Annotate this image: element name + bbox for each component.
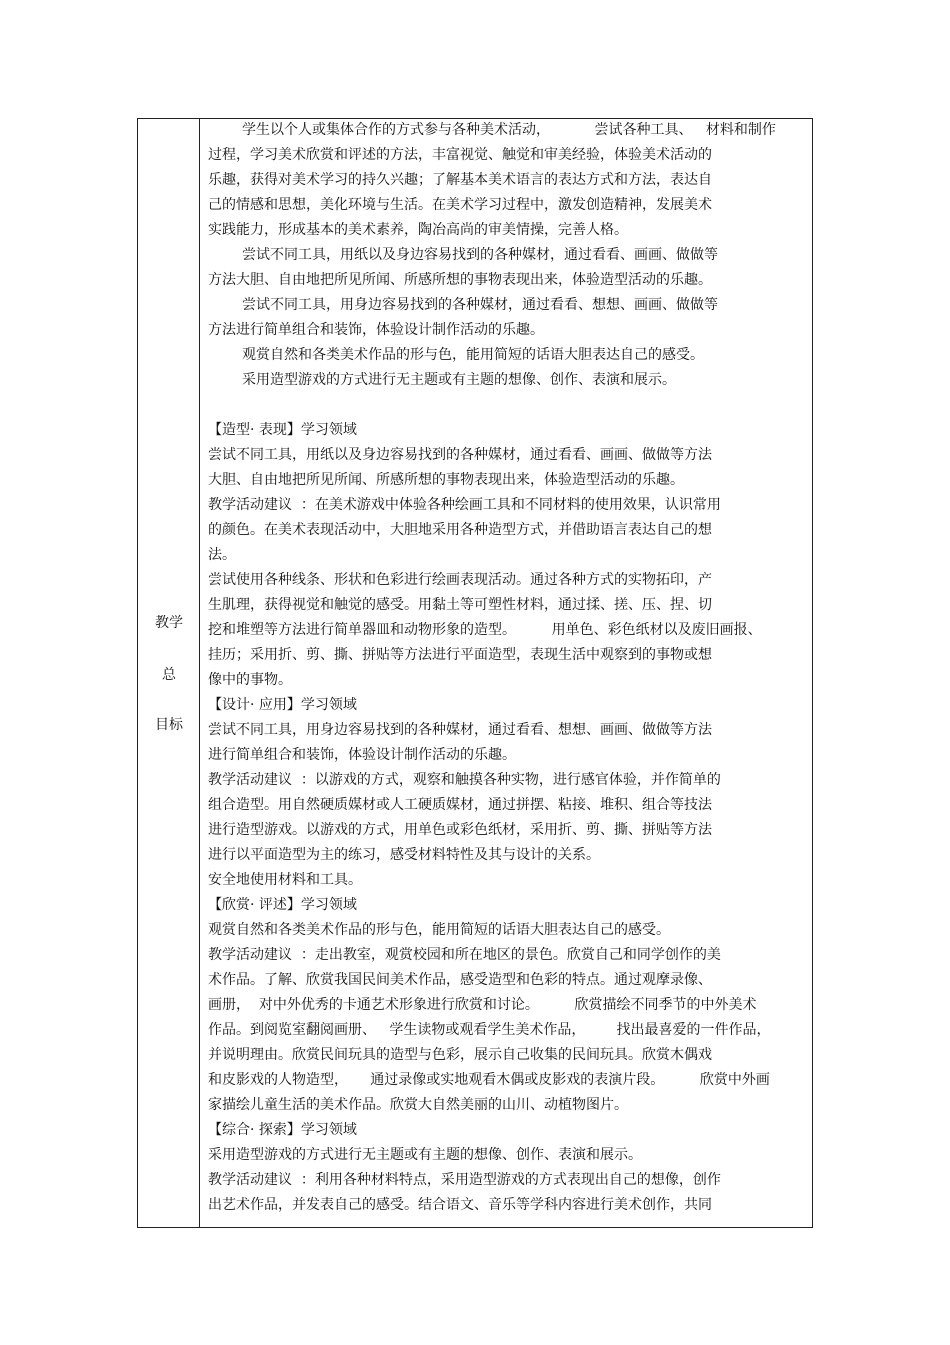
paragraph-line: 生肌理，获得视觉和触觉的感受。用黏土等可塑性材料，通过揉、搓、压、捏、切 [208, 597, 712, 613]
paragraph-line: 教学活动建议 ：在美术游戏中体验各种绘画工具和不同材料的使用效果，认识常用 [208, 497, 721, 513]
paragraph-line: 采用造型游戏的方式进行无主题或有主题的想像、创作、表演和展示。 [242, 372, 676, 388]
section-heading: 【欣赏· 评述】学习领域 [208, 897, 357, 913]
paragraph-line: 挖和堆塑等方法进行简单器皿和动物形象的造型。 用单色、彩色纸材以及废旧画报、 [208, 622, 762, 638]
paragraph-line: 实践能力，形成基本的美术素养，陶冶高尚的审美情操，完善人格。 [208, 222, 628, 238]
paragraph-line: 的颜色。在美术表现活动中，大胆地采用各种造型方式，并借助语言表达自己的想 [208, 522, 712, 538]
section-heading: 【设计· 应用】学习领域 [208, 697, 357, 713]
row-label-line-2: 总 [162, 667, 176, 683]
section-heading: 【造型· 表现】学习领域 [208, 422, 357, 438]
objectives-table [137, 118, 813, 1228]
paragraph-line: 教学活动建议 ：利用各种材料特点，采用造型游戏的方式表现出自己的想像，创作 [208, 1172, 721, 1188]
paragraph-line: 并说明理由。欣赏民间玩具的造型与色彩，展示自己收集的民间玩具。欣赏木偶戏 [208, 1047, 712, 1063]
paragraph-line: 作品。到阅览室翻阅画册、 学生读物或观看学生美术作品， 找出最喜爱的一件作品， [208, 1022, 771, 1038]
paragraph-line: 家描绘儿童生活的美术作品。欣赏大自然美丽的山川、动植物图片。 [208, 1097, 628, 1113]
paragraph-line: 方法进行简单组合和装饰，体验设计制作活动的乐趣。 [208, 322, 544, 338]
section-heading: 【综合· 探索】学习领域 [208, 1122, 357, 1138]
paragraph-line: 进行造型游戏。以游戏的方式，用单色或彩色纸材，采用折、剪、撕、拼贴等方法 [208, 822, 712, 838]
row-label-cell [138, 119, 200, 1227]
paragraph-line: 尝试使用各种线条、形状和色彩进行绘画表现活动。通过各种方式的实物拓印，产 [208, 572, 712, 588]
paragraph-line: 大胆、自由地把所见所闻、所感所想的事物表现出来，体验造型活动的乐趣。 [208, 472, 684, 488]
paragraph-line: 出艺术作品，并发表自己的感受。结合语文、音乐等学科内容进行美术创作，共同 [208, 1197, 712, 1213]
paragraph-line: 组合造型。用自然硬质媒材或人工硬质媒材，通过拼摆、粘接、堆积、组合等技法 [208, 797, 712, 813]
paragraph-line: 挂历；采用折、剪、撕、拼贴等方法进行平面造型，表现生活中观察到的事物或想 [208, 647, 712, 663]
paragraph-line: 进行简单组合和装饰，体验设计制作活动的乐趣。 [208, 747, 516, 763]
paragraph-line: 教学活动建议 ：走出教室，观赏校园和所在地区的景色。欣赏自己和同学创作的美 [208, 947, 721, 963]
paragraph-line: 尝试不同工具，用身边容易找到的各种媒材，通过看看、想想、画画、做做等方法 [208, 722, 712, 738]
paragraph-line: 尝试不同工具，用身边容易找到的各种媒材，通过看看、想想、画画、做做等 [242, 297, 718, 313]
paragraph-line: 尝试不同工具，用纸以及身边容易找到的各种媒材，通过看看、画画、做做等 [242, 247, 718, 263]
paragraph-line: 方法大胆、自由地把所见所闻、所感所想的事物表现出来，体验造型活动的乐趣。 [208, 272, 712, 288]
paragraph-line: 学生以个人或集体合作的方式参与各种美术活动， 尝试各种工具、 材料和制作 [242, 122, 776, 138]
paragraph-line: 观赏自然和各类美术作品的形与色，能用简短的话语大胆表达自己的感受。 [242, 347, 704, 363]
paragraph-line: 乐趣，获得对美术学习的持久兴趣；了解基本美术语言的表达方式和方法，表达自 [208, 172, 712, 188]
paragraph-line: 像中的事物。 [208, 672, 292, 688]
paragraph-line: 和皮影戏的人物造型， 通过录像或实地观看木偶或皮影戏的表演片段。 欣赏中外画 [208, 1072, 770, 1088]
paragraph-line: 观赏自然和各类美术作品的形与色，能用简短的话语大胆表达自己的感受。 [208, 922, 670, 938]
row-label-line-1: 教学 [155, 615, 183, 631]
paragraph-line: 己的情感和思想，美化环境与生活。在美术学习过程中，激发创造精神，发展美术 [208, 197, 712, 213]
paragraph-line: 进行以平面造型为主的练习，感受材料特性及其与设计的关系。 [208, 847, 600, 863]
paragraph-line: 尝试不同工具，用纸以及身边容易找到的各种媒材，通过看看、画画、做做等方法 [208, 447, 712, 463]
paragraph-line: 教学活动建议 ：以游戏的方式，观察和触摸各种实物，进行感官体验，并作简单的 [208, 772, 721, 788]
row-label-line-3: 目标 [155, 717, 183, 733]
paragraph-line: 法。 [208, 547, 236, 563]
paragraph-line: 画册， 对中外优秀的卡通艺术形象进行欣赏和讨论。 欣赏描绘不同季节的中外美术 [208, 997, 757, 1013]
paragraph-line: 采用造型游戏的方式进行无主题或有主题的想像、创作、表演和展示。 [208, 1147, 642, 1163]
paragraph-line: 术作品。了解、欣赏我国民间美术作品，感受造型和色彩的特点。通过观摩录像、 [208, 972, 712, 988]
paragraph-line: 过程，学习美术欣赏和评述的方法，丰富视觉、触觉和审美经验，体验美术活动的 [208, 147, 712, 163]
paragraph-line: 安全地使用材料和工具。 [208, 872, 362, 888]
